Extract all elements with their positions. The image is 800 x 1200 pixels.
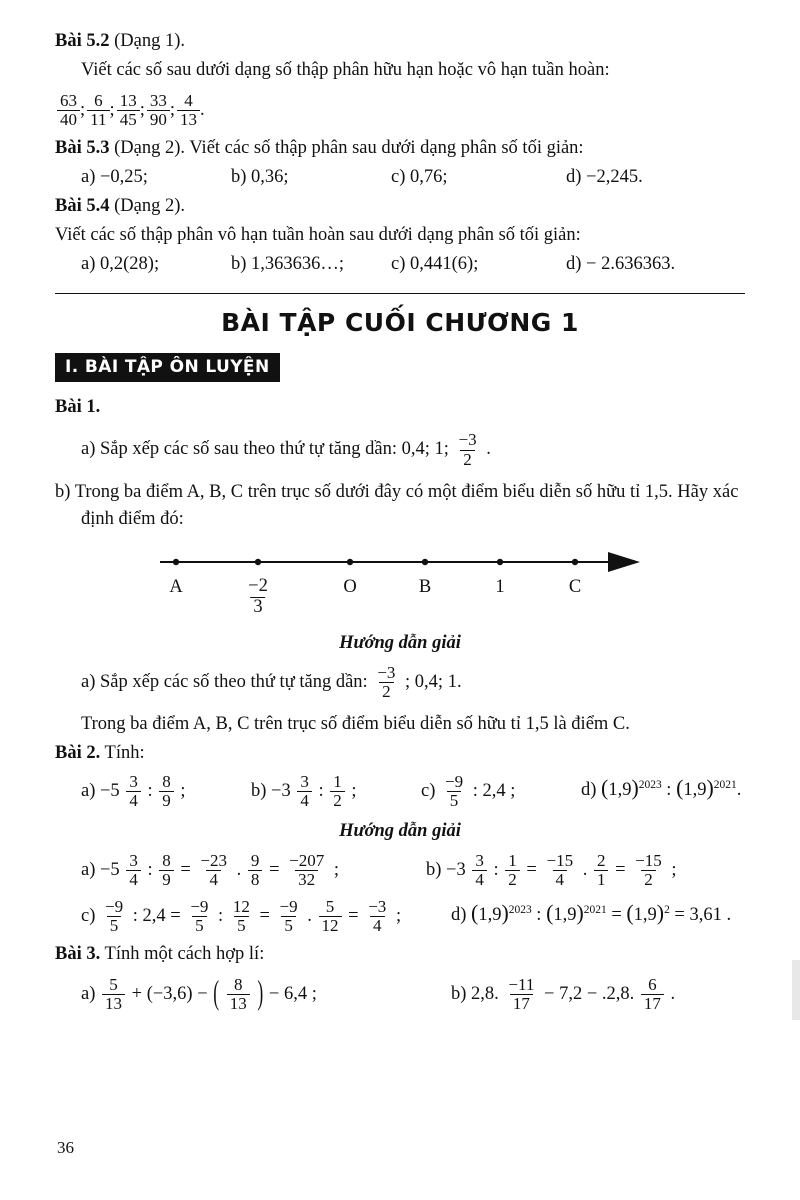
bai-3-problem-a: a) $\frac{5}{13}$ + (−3,6) − ( $\frac{8}{13}$ ) − 6,4 ; bbox=[81, 973, 317, 1014]
item-b: b) 1,363636…; bbox=[231, 253, 345, 274]
fraction-sep-3: ; bbox=[139, 100, 145, 121]
number-line-figure bbox=[55, 547, 745, 623]
op-d: : bbox=[666, 780, 672, 800]
page-edge-mark bbox=[792, 960, 800, 1020]
hint-title-2: Hướng dẫn giải bbox=[339, 820, 461, 841]
item-c: c) 0,441(6); bbox=[391, 253, 479, 274]
bai-2-problem-c: c) $\frac{-9}{5}$ : 2,4 ; bbox=[421, 772, 516, 811]
number-line-label-o: O bbox=[343, 576, 357, 597]
hint-title-1: Hướng dẫn giải bbox=[339, 632, 461, 653]
bai-1-solution-a bbox=[55, 664, 745, 702]
number-line-label-neg2-3: $\frac{-2}{3}$ bbox=[248, 575, 268, 617]
exercise-5-3-heading bbox=[55, 135, 745, 162]
bai-2-label: Bài 2. bbox=[55, 743, 101, 764]
bai-1-a-period: . bbox=[486, 439, 491, 460]
number-line-labels bbox=[140, 577, 660, 631]
suffix-d: . bbox=[736, 780, 742, 800]
item-d: d) −2,245. bbox=[566, 167, 643, 188]
bai-1-solution-b: Trong ba điểm A, B, C trên trục số điểm biểu diễn số hữu tỉ 1,5 là điểm C. bbox=[81, 714, 630, 735]
section-badge-wrap bbox=[55, 353, 745, 382]
bai-3-label: Bài 3. bbox=[55, 944, 101, 965]
exercise-5-4-type: (Dạng 2). bbox=[114, 196, 186, 216]
bai-1-part-a bbox=[55, 431, 745, 469]
bai-2-solution-row-2 bbox=[55, 898, 771, 936]
op-b: : bbox=[318, 781, 324, 802]
bai-2-solution-b: b) −3 $\frac{3}{4}$ : $\frac{1}{2}$ = $\frac{-15}{4}$ . $\frac{2}{1}$ = $\frac{-15}{2}$ ; bbox=[426, 850, 677, 890]
exercise-5-2-label: Bài 5.2 bbox=[55, 31, 110, 51]
exercise-5-3-text: Viết các số thập phân sau dưới dạng phân số tối giản: bbox=[189, 138, 584, 159]
bai-2-problems bbox=[55, 773, 771, 811]
bai-2-text: Tính: bbox=[104, 743, 145, 764]
exercise-5-3-items bbox=[55, 164, 771, 191]
item-d: d) − 2.636363. bbox=[566, 253, 676, 274]
tail-b: . bbox=[670, 984, 676, 1005]
bai-1-solution-a-text: a) Sắp xếp các số theo thứ tự tăng dần: bbox=[81, 671, 368, 692]
bai-2-solution-c: c) $\frac{-9}{5}$ : 2,4 = $\frac{-9}{5}$ : $\frac{12}{5}$ = $\frac{-9}{5}$ . $\frac{5}{12}$ = $\frac{-3}{4}$ ; bbox=[81, 896, 402, 935]
bai-3-problems bbox=[55, 973, 771, 1014]
bai-2-solution-a: a) −5 $\frac{3}{4}$ : $\frac{8}{9}$ = $\frac{-23}{4}$ . $\frac{9}{8}$ = $\frac{-207}{32}$ ; bbox=[81, 850, 340, 890]
section-badge: I. BÀI TẬP ÔN LUYỆN bbox=[55, 353, 280, 382]
fraction-6-11: $\frac{6}{11}$ bbox=[87, 92, 109, 130]
page-content bbox=[55, 28, 745, 1016]
fraction-neg3-2: $\frac{-3}{2}$ bbox=[458, 430, 477, 469]
bai-2-problem-d: d) $(1,9)^{2023}$ : $(1,9)^{2021}$. bbox=[581, 776, 742, 800]
mixed-whole-b: −3 bbox=[271, 781, 291, 802]
fraction-33-90: $\frac{33}{90}$ bbox=[147, 92, 170, 130]
bai-3-heading bbox=[55, 941, 745, 968]
bai-3-problem-b: b) 2,8. $\frac{-11}{17}$ − 7,2 − .2,8. $\frac{6}{17}$ . bbox=[451, 975, 676, 1014]
number-line-label-b: B bbox=[418, 576, 432, 597]
exercise-5-3-type: (Dạng 2). bbox=[114, 138, 186, 159]
fraction-13-45: $\frac{13}{45}$ bbox=[117, 92, 140, 130]
item-a: a) 0,2(28); bbox=[81, 253, 160, 274]
number-line-label-c: C bbox=[568, 576, 582, 597]
label-d: d) bbox=[581, 780, 597, 800]
bai-1-label: Bài 1. bbox=[55, 397, 101, 418]
suffix-b: ; bbox=[351, 781, 357, 802]
exercise-5-2-type: (Dạng 1). bbox=[114, 31, 186, 51]
number-line-svg bbox=[140, 547, 660, 577]
item-a: a) −0,25; bbox=[81, 167, 148, 188]
exercise-5-2-text: Viết các số sau dưới dạng số thập phân hữu hạn hoặc vô hạn tuần hoàn: bbox=[81, 59, 610, 80]
minus-op: − bbox=[197, 984, 208, 1005]
bai-2-problem-a: a) −5 $\frac{3}{4}$ : $\frac{8}{9}$ ; bbox=[81, 772, 186, 811]
exp-1: 2023 bbox=[638, 778, 662, 791]
horizontal-divider bbox=[55, 293, 745, 294]
label-b: b) bbox=[251, 781, 267, 802]
op-a: : bbox=[147, 781, 153, 802]
label-c: c) bbox=[421, 781, 436, 802]
suffix-a: ; bbox=[180, 781, 186, 802]
fraction-sep-4: ; bbox=[169, 100, 175, 121]
bai-1-part-b: b) Trong ba điểm A, B, C trên trục số dưới đây có một điểm biểu diễn số hữu tỉ 1,5. Hãy xác định điểm đó: bbox=[55, 482, 739, 529]
item-b: b) 0,36; bbox=[231, 167, 289, 188]
bai-2-solution-row-1 bbox=[55, 852, 771, 890]
op-c: : 2,4 ; bbox=[472, 781, 516, 802]
paren-value: (−3,6) bbox=[146, 984, 193, 1005]
label-a: a) bbox=[81, 781, 96, 802]
bai-2-problem-b: b) −3 $\frac{3}{4}$ : $\frac{1}{2}$ ; bbox=[251, 772, 357, 811]
fraction-sep-2: ; bbox=[109, 100, 115, 121]
label-a: a) bbox=[81, 984, 96, 1005]
bai-2-solution-d: d) $(1,9)^{2023}$ : $(1,9)^{2021} = (1,9)^2 = 3,61$ . bbox=[451, 900, 732, 925]
exercise-5-2-fractions bbox=[55, 88, 745, 130]
exercise-5-2-heading bbox=[55, 28, 745, 55]
number-line-label-a: A bbox=[169, 576, 183, 597]
fraction-4-13: $\frac{4}{13}$ bbox=[177, 92, 200, 130]
number-line-label-1: 1 bbox=[495, 576, 505, 597]
base-2: 1,9 bbox=[683, 780, 707, 800]
exp-2: 2021 bbox=[713, 778, 737, 791]
exercise-5-3-label: Bài 5.3 bbox=[55, 138, 110, 159]
fraction-neg3-2-solution: $\frac{-3}{2}$ bbox=[377, 662, 396, 701]
page-number: 36 bbox=[57, 1138, 74, 1157]
base-1: 1,9 bbox=[608, 780, 632, 800]
bai-1-a-text: a) Sắp xếp các số sau theo thứ tự tăng dần: 0,4; 1; bbox=[81, 439, 449, 460]
lead-b: 2,8. bbox=[471, 984, 499, 1005]
fraction-sep-1: ; bbox=[80, 100, 86, 121]
bai-2-heading bbox=[55, 740, 745, 767]
tail-a: − 6,4 ; bbox=[268, 984, 317, 1005]
fraction-sep-5: . bbox=[200, 100, 205, 121]
fraction-63-40: $\frac{63}{40}$ bbox=[57, 92, 80, 130]
bai-3-text: Tính một cách hợp lí: bbox=[104, 944, 265, 965]
chapter-title: BÀI TẬP CUỐI CHƯƠNG 1 bbox=[221, 308, 579, 338]
exercise-5-4-items bbox=[55, 251, 771, 278]
exercise-5-4-text: Viết các số thập phân vô hạn tuần hoàn sau dưới dạng phân số tối giản: bbox=[55, 224, 581, 245]
exercise-5-4-label: Bài 5.4 bbox=[55, 196, 110, 216]
exercise-5-4-heading bbox=[55, 193, 745, 220]
item-c: c) 0,76; bbox=[391, 167, 448, 188]
mid-b: − 7,2 − .2,8. bbox=[544, 984, 635, 1005]
bai-1-solution-a-tail: ; 0,4; 1. bbox=[405, 671, 462, 692]
plus-op: + bbox=[131, 984, 143, 1005]
mixed-whole-a: −5 bbox=[100, 781, 120, 802]
label-b: b) bbox=[451, 984, 467, 1005]
